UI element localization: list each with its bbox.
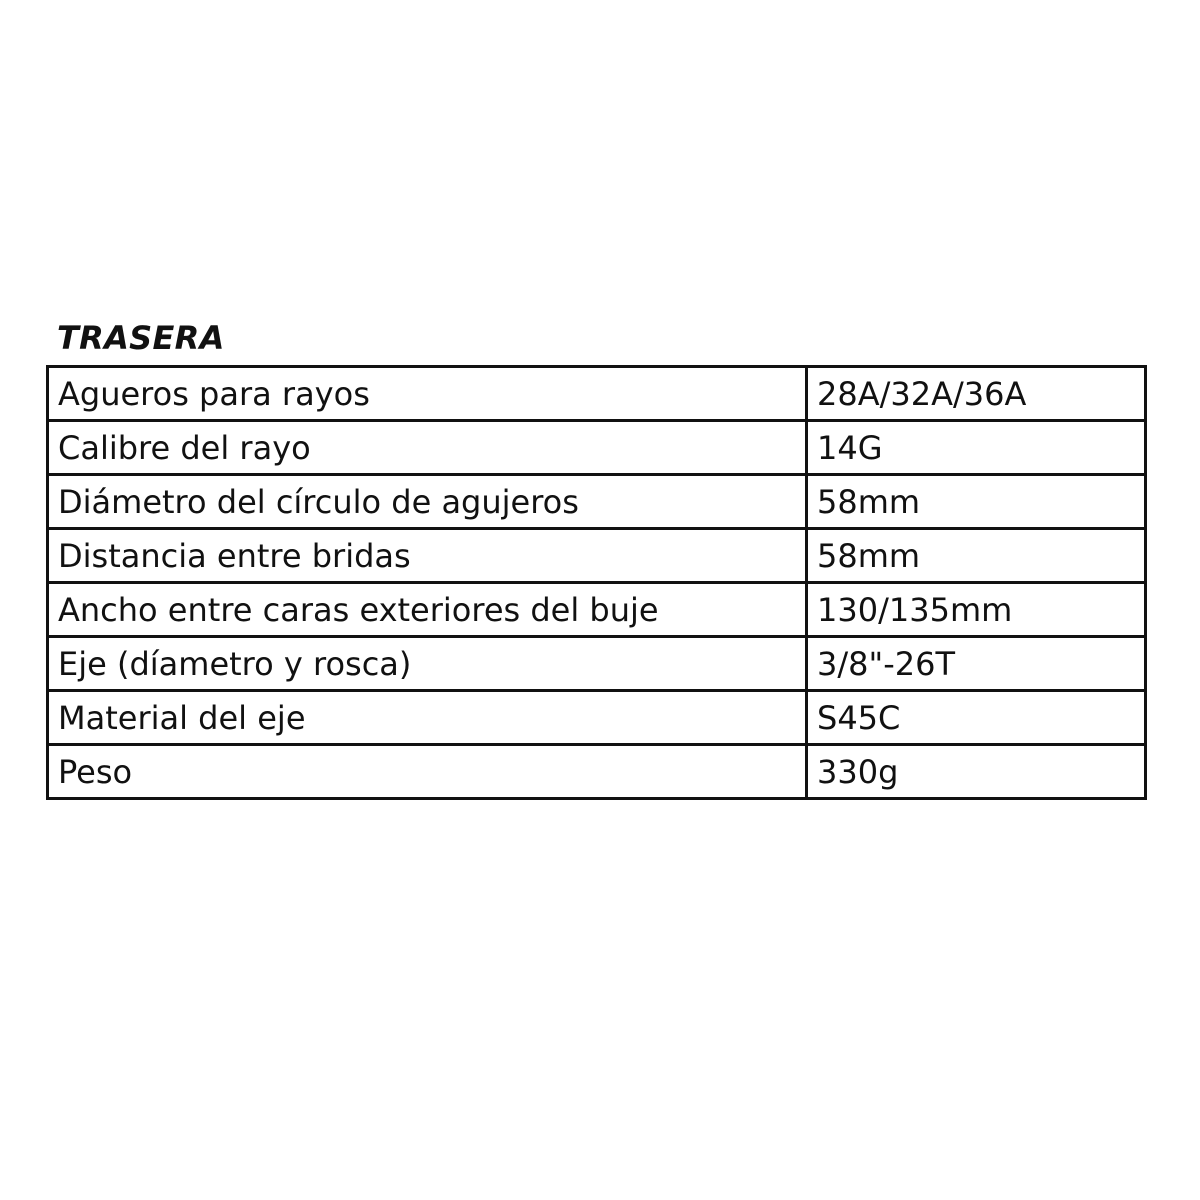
table-row bbox=[48, 529, 1146, 583]
table-row bbox=[48, 637, 1146, 691]
spec-value: 130/135mm bbox=[807, 583, 1146, 637]
table-title: TRASERA bbox=[57, 319, 225, 357]
spec-value: 28A/32A/36A bbox=[807, 367, 1146, 421]
spec-value: 58mm bbox=[807, 529, 1146, 583]
spec-value: 58mm bbox=[807, 475, 1146, 529]
table-row bbox=[48, 745, 1146, 799]
spec-label: Diámetro del círculo de agujeros bbox=[48, 475, 807, 529]
spec-value: 14G bbox=[807, 421, 1146, 475]
spec-table bbox=[46, 365, 1147, 800]
spec-label: Peso bbox=[48, 745, 807, 799]
spec-label: Calibre del rayo bbox=[48, 421, 807, 475]
spec-label: Distancia entre bridas bbox=[48, 529, 807, 583]
table-row bbox=[48, 475, 1146, 529]
spec-label: Material del eje bbox=[48, 691, 807, 745]
spec-label: Eje (díametro y rosca) bbox=[48, 637, 807, 691]
spec-label: Ancho entre caras exteriores del buje bbox=[48, 583, 807, 637]
spec-value: 330g bbox=[807, 745, 1146, 799]
spec-value: S45C bbox=[807, 691, 1146, 745]
table-row bbox=[48, 421, 1146, 475]
spec-value: 3/8"-26T bbox=[807, 637, 1146, 691]
table-row bbox=[48, 367, 1146, 421]
table-row bbox=[48, 691, 1146, 745]
table-row bbox=[48, 583, 1146, 637]
spec-label: Agueros para rayos bbox=[48, 367, 807, 421]
